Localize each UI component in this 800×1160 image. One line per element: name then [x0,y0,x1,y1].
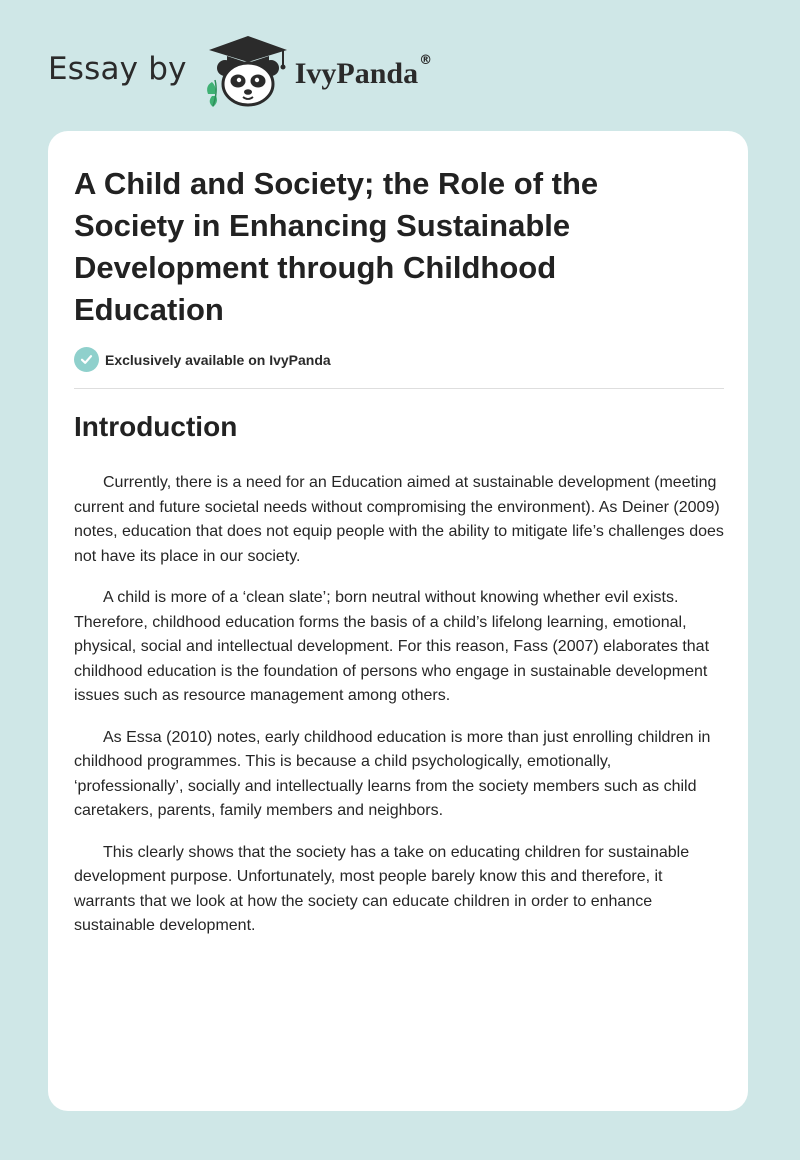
essay-title: A Child and Society; the Role of the Society in Enhancing Sustainable Development through Childhood Education [74,166,599,327]
paragraph: Currently, there is a need for an Education aimed at sustainable development (meeting current and future societal needs without compromising the environment). As Deiner (2009) notes, education that does not equip people with the ability to mitigate life’s challenges does not have its place in our society. [74,474,724,565]
brand-name[interactable] [294,53,433,91]
paragraph: As Essa (2010) notes, early childhood education is more than just enrolling children in childhood programmes. This is because a child psychologically, emotionally, ‘professionally’, socially and intellectually learns from the society members such as child caretakers, parents, family members and neighbors. [74,728,711,819]
exclusive-badge [74,347,331,372]
essay-card [48,131,748,1111]
registered-mark: ® [419,53,433,68]
exclusive-badge-label: Exclusively available on IvyPanda [105,351,331,368]
brand-name-text: IvyPanda [294,57,419,90]
check-circle-icon [74,347,99,372]
divider [74,388,724,389]
essay-by-label: Essay by [48,51,187,87]
section-heading-introduction: Introduction [74,411,238,442]
panda-graduate-logo-icon[interactable] [203,34,293,108]
paragraph: A child is more of a ‘clean slate’; born neutral without knowing whether evil exists. Therefore, childhood education forms the basis of a child’s lifelong learning, emotional, physical, social and intellectual development. For this reason, Fass (2007) elaborates that childhood education is the foundation of persons who engage in sustainable development issues such as resource management among others. [74,589,710,704]
essay-body [74,471,724,956]
paragraph: This clearly shows that the society has a take on educating children for sustainable development purpose. Unfortunately, most people barely know this and therefore, it warrants that we look at how the society can educate children in order to enhance sustainable development. [74,843,690,934]
brand-header [48,34,432,108]
